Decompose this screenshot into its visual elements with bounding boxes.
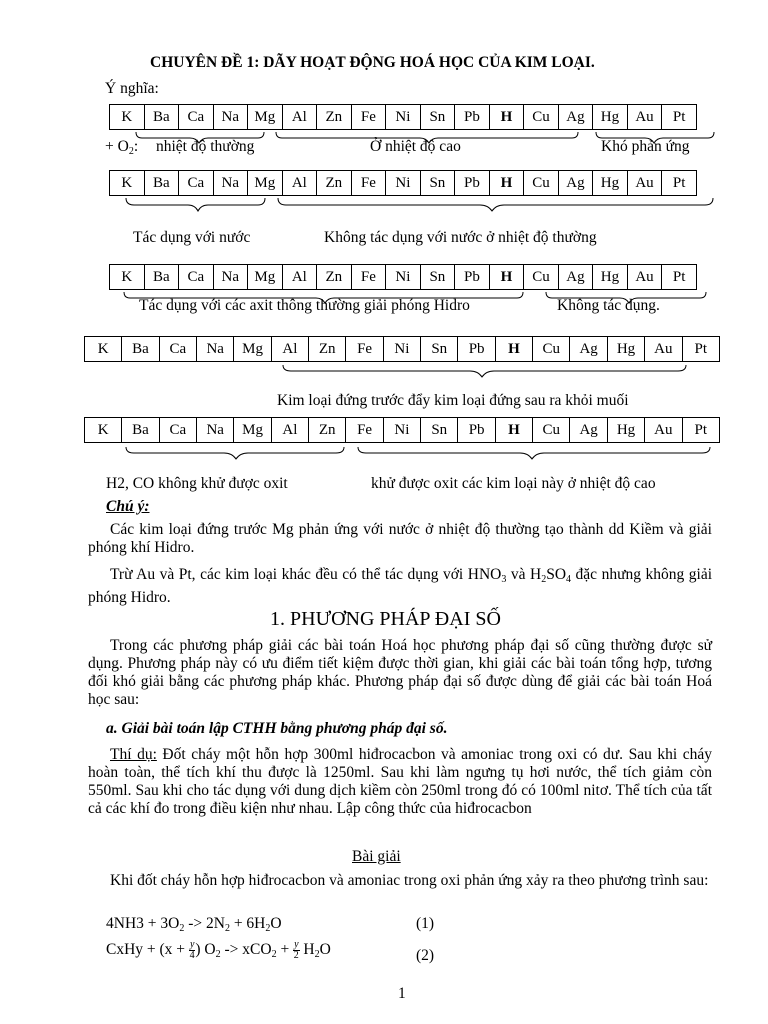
metal-series-table-2 — [109, 170, 697, 196]
high-temperature-label: Ở nhiệt độ cao — [370, 138, 461, 155]
metal-cell: Al — [282, 265, 317, 290]
metal-cell: Fe — [346, 337, 383, 362]
note-2: Trừ Au và Pt, các kim loại khác đều có thể tác dụng với $HNO_3$ và $H_2SO_4$ đặc nhưng không giải phóng Hidro. — [88, 566, 712, 606]
chapter-heading: CHUYÊN ĐỀ 1: DÃY HOẠT ĐỘNG HOÁ HỌC CỦA KIM LOẠI. — [150, 54, 595, 71]
metal-cell: Na — [197, 337, 234, 362]
metal-series-table-5 — [84, 417, 720, 443]
metal-cell: Zn — [309, 337, 346, 362]
intro-paragraph: Trong các phương pháp giải các bài toán Hoá học phương pháp đại số cũng thường được sử dụng. Phương pháp này có ưu điểm tiết kiệm được thời gian, khi giải các bài toán tổng hợp, tương đối khó giải bằng các phương pháp khác. Phương pháp đại số được dùng để giải các bài toán Hoá học sau: — [88, 637, 712, 708]
no-acid-reaction-label: Không tác dụng. — [557, 297, 660, 314]
metal-cell: H — [495, 337, 532, 362]
meaning-label: Ý nghĩa: — [105, 80, 159, 97]
metal-cell: Hg — [593, 105, 628, 130]
metal-cell: Au — [627, 171, 662, 196]
metal-row — [110, 265, 697, 290]
metal-cell: Pb — [455, 265, 490, 290]
metal-cell: Hg — [607, 418, 644, 443]
example-label: Thí dụ: — [110, 746, 157, 763]
metal-cell: Pt — [662, 265, 697, 290]
metal-cell: Au — [627, 265, 662, 290]
metal-cell: Cu — [533, 418, 570, 443]
metal-cell: Sn — [420, 105, 455, 130]
metal-cell: Ba — [144, 105, 179, 130]
metal-cell: Fe — [351, 265, 386, 290]
solution-title: Bài giải — [352, 848, 401, 865]
metal-cell: Pb — [455, 171, 490, 196]
section-title: 1. PHƯƠNG PHÁP ĐẠI SỐ — [270, 608, 501, 630]
metal-cell: H — [489, 105, 524, 130]
metal-cell: Na — [213, 265, 248, 290]
subsection-title: a. Giải bài toán lập CTHH bằng phương pháp đại số. — [106, 720, 448, 737]
metal-cell: Sn — [420, 171, 455, 196]
equation-2-number: (2) — [416, 947, 435, 964]
metal-cell: Ni — [383, 418, 420, 443]
page-number: 1 — [398, 985, 406, 1002]
fraction-y-over-4: $\frac{y}{4}$ — [189, 939, 195, 961]
metal-cell: Al — [282, 171, 317, 196]
metal-cell: Al — [271, 337, 308, 362]
metal-cell: Fe — [346, 418, 383, 443]
metal-cell: Pb — [458, 337, 495, 362]
no-reduction-label: H2, CO không khử được oxit — [106, 475, 288, 492]
metal-cell: Ba — [144, 265, 179, 290]
metal-series-table-3 — [109, 264, 697, 290]
metal-cell: Al — [271, 418, 308, 443]
normal-temperature-label: nhiệt độ thường — [156, 138, 255, 155]
metal-cell: Ag — [570, 418, 607, 443]
metal-cell: Sn — [421, 337, 458, 362]
metal-cell: Cu — [533, 337, 570, 362]
metal-cell: Ni — [383, 337, 420, 362]
metal-cell: Hg — [593, 171, 628, 196]
metal-cell: Au — [627, 105, 662, 130]
metal-cell: Mg — [234, 337, 271, 362]
brace — [358, 447, 710, 459]
brace — [126, 447, 344, 459]
note-1: Các kim loại đứng trước Mg phản ứng với nước ở nhiệt độ thường tạo thành dd Kiềm và giải phóng khí Hidro. — [88, 521, 712, 556]
metal-cell: Na — [213, 171, 248, 196]
metal-cell: Pt — [662, 171, 697, 196]
metal-cell: Mg — [248, 105, 283, 130]
metal-cell: Na — [197, 418, 234, 443]
brace — [126, 198, 265, 211]
metal-cell: Ba — [122, 418, 159, 443]
brace — [283, 365, 686, 377]
metal-cell: K — [85, 418, 122, 443]
metal-cell: Ag — [558, 265, 593, 290]
metal-cell: Au — [645, 418, 682, 443]
equation-1-number: (1) — [416, 915, 435, 932]
brace — [278, 198, 713, 211]
metal-row — [110, 105, 697, 130]
solution-paragraph: Khi đốt cháy hỗn hợp hiđrocacbon và amoniac trong oxi phản ứng xảy ra theo phương trình sau: — [110, 872, 709, 889]
metal-cell: Mg — [248, 265, 283, 290]
metal-cell: Ag — [570, 337, 607, 362]
metal-cell: Ag — [558, 105, 593, 130]
metal-cell: Zn — [317, 105, 352, 130]
metal-cell: H — [489, 265, 524, 290]
metal-cell: Hg — [593, 265, 628, 290]
metal-cell: Mg — [248, 171, 283, 196]
metal-cell: Ni — [386, 171, 421, 196]
metal-cell: K — [85, 337, 122, 362]
metal-cell: Ag — [558, 171, 593, 196]
metal-cell: Zn — [317, 265, 352, 290]
metal-row — [110, 171, 697, 196]
metal-cell: Ca — [179, 105, 214, 130]
metal-cell: Ca — [179, 171, 214, 196]
metal-series-table-1 — [109, 104, 697, 130]
metal-cell: K — [110, 171, 145, 196]
metal-cell: Al — [282, 105, 317, 130]
metal-cell: K — [110, 265, 145, 290]
metal-cell: K — [110, 105, 145, 130]
metal-cell: Sn — [420, 265, 455, 290]
equation-1: $4NH3 + 3O_2 -> 2N_2 + 6H_2O$ — [106, 915, 282, 934]
metal-cell: Hg — [607, 337, 644, 362]
fraction-y-over-2: $\frac{y}{2}$ — [293, 939, 299, 961]
metal-cell: H — [489, 171, 524, 196]
metal-cell: Pt — [662, 105, 697, 130]
metal-cell: Pb — [458, 418, 495, 443]
metal-cell: Cu — [524, 105, 559, 130]
metal-cell: Sn — [421, 418, 458, 443]
water-reaction-label: Tác dụng với nước — [133, 229, 251, 246]
metal-cell: Zn — [317, 171, 352, 196]
reduction-label: khử được oxit các kim loại này ở nhiệt độ cao — [371, 475, 656, 492]
hard-reaction-label: Khó phản ứng — [601, 138, 690, 155]
metal-series-table-4 — [84, 336, 720, 362]
note-label: Chú ý: — [106, 498, 150, 515]
metal-cell: Ca — [159, 418, 196, 443]
metal-cell: Ba — [144, 171, 179, 196]
metal-cell: Ni — [386, 265, 421, 290]
metal-row — [85, 418, 720, 443]
metal-cell: Cu — [524, 265, 559, 290]
metal-cell: Ni — [386, 105, 421, 130]
metal-cell: Cu — [524, 171, 559, 196]
metal-cell: Fe — [351, 171, 386, 196]
metal-cell: H — [495, 418, 532, 443]
metal-cell: Au — [645, 337, 682, 362]
metal-cell: Ca — [159, 337, 196, 362]
equation-2: CxHy + (x + $\frac{y}{4}$ ) $O_2 -> xCO_2$ + $\frac{y}{2}$ $H_2O$ — [106, 939, 331, 961]
metal-cell: Zn — [309, 418, 346, 443]
example-paragraph: Thí dụ: Đốt cháy một hỗn hợp 300ml hiđrocacbon và amoniac trong oxi có dư. Sau khi cháy hoàn toàn, thể tích khí thu được là 1250ml. Sau khi làm ngưng tụ hơi nước, thể tích giảm còn 550ml. Sau khi cho tác dụng với dung dịch kiềm còn 250ml trong đó có 100ml nitơ. Thể tích của tất cả các khí đo trong điều kiện như nhau. Lập công thức của hiđrocacbon — [88, 746, 712, 817]
metal-cell: Mg — [234, 418, 271, 443]
no-water-reaction-label: Không tác dụng với nước ở nhiệt độ thường — [324, 229, 597, 246]
o2-label: + $O_2$: — [105, 138, 139, 157]
acid-reaction-label: Tác dụng với các axit thông thường giải phóng Hidro — [139, 297, 470, 314]
metal-cell: Pt — [682, 418, 720, 443]
metal-cell: Ba — [122, 337, 159, 362]
metal-cell: Fe — [351, 105, 386, 130]
metal-cell: Ca — [179, 265, 214, 290]
displacement-label: Kim loại đứng trước đẩy kim loại đứng sau ra khỏi muối — [277, 392, 629, 409]
metal-row — [85, 337, 720, 362]
metal-cell: Na — [213, 105, 248, 130]
metal-cell: Pb — [455, 105, 490, 130]
metal-cell: Pt — [682, 337, 720, 362]
